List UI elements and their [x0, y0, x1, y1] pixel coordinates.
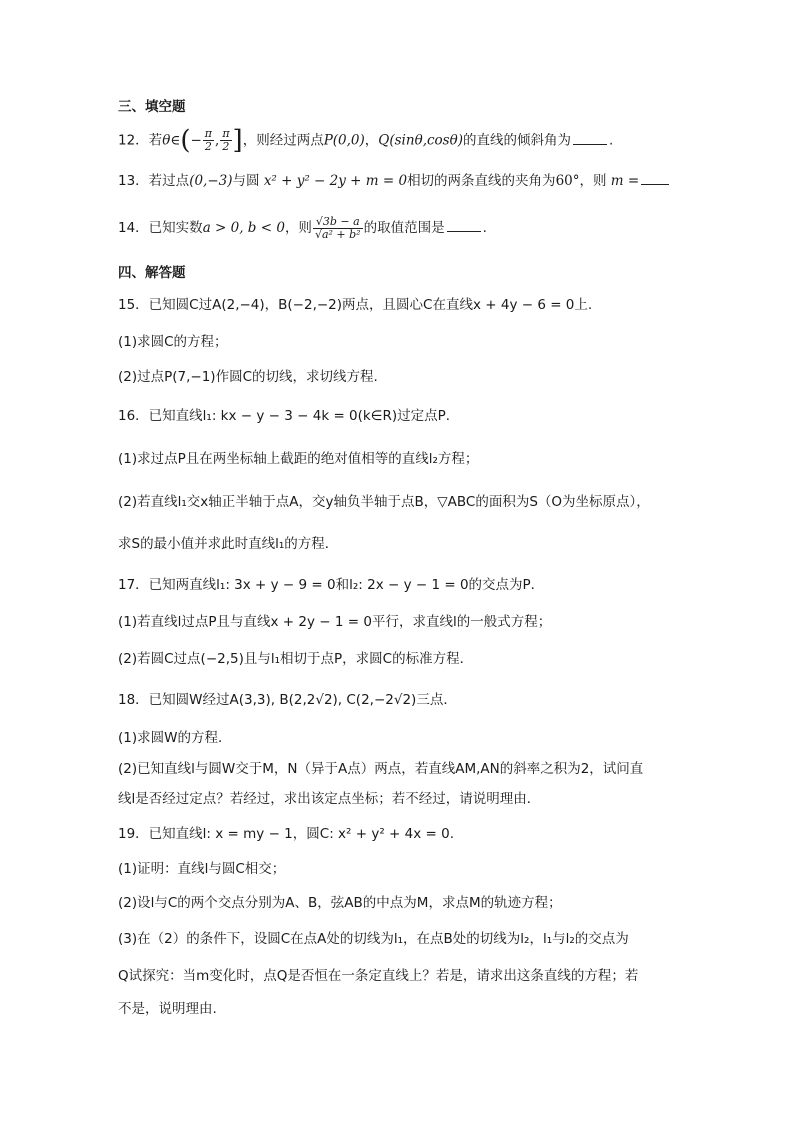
q12-interval-open: ( [180, 125, 191, 156]
q12-two-1: 2 [204, 140, 212, 153]
q12-frac-lower [203, 128, 214, 153]
q12-two-2: 2 [222, 140, 230, 153]
section-title-solutions: 四、解答题 [118, 265, 186, 281]
question-16-line-2: (1)求过点P且在两坐标轴上截距的绝对值相等的直线l₂方程； [118, 451, 479, 467]
q13-number: 13．若过点 [118, 173, 190, 189]
question-19-line-2: (1)证明：直线l与圆C相交； [118, 861, 286, 877]
question-19-line-6: 不是，说明理由. [118, 1001, 217, 1017]
question-18-line-2: (1)求圆W的方程． [118, 730, 232, 746]
question-15-line-1: 15．已知圆C过A(2,−4)，B(−2,−2)两点，且圆心C在直线x + 4y − 6 = 0上. [118, 297, 593, 313]
q12-pi-1: π [204, 127, 213, 140]
question-19-line-5: Q试探究：当m变化时，点Q是否恒在一条定直线上？若是，请求出这条直线的方程；若 [118, 968, 639, 984]
q12-point-q: Q(sinθ,cosθ) [378, 132, 464, 149]
q12-pi-2: π [222, 127, 230, 140]
q14-end: . [482, 220, 487, 236]
q14-text-1: ，则 [284, 220, 312, 236]
q13-m: m = [610, 173, 640, 189]
q14-numerator: √3b − a [313, 216, 363, 229]
q14-denominator: √a² + b² [314, 227, 361, 241]
q12-comma: , [215, 132, 220, 149]
question-19-line-1: 19．已知直线l: x = my − 1，圆C: x² + y² + 4x = 0. [118, 826, 454, 842]
q12-text-2: ， [364, 132, 379, 149]
q13-text-2: 相切的两条直线的夹角为 [407, 173, 556, 189]
question-18-line-4: 线l是否经过定点？若经过，求出该定点坐标；若不经过，请说明理由． [118, 791, 541, 807]
q13-angle: 60° [555, 173, 580, 189]
q13-answer-blank[interactable] [641, 172, 669, 185]
question-19-line-4: (3)在（2）的条件下，设圆C在点A处的切线为l₁，在点B处的切线为l₂，l₁与l₂的交点为 [118, 931, 629, 947]
q12-text-1: ，则经过两点 [242, 132, 324, 149]
question-16-line-4: 求S的最小值并求此时直线l₁的方程． [118, 536, 339, 552]
question-16-line-1: 16．已知直线l₁: kx − y − 3 − 4k = 0(k∈R)过定点P． [118, 408, 460, 424]
q12-theta-in: θ∈ [162, 132, 181, 149]
q12-point-p: P(0,0) [323, 132, 365, 149]
q14-answer-blank[interactable] [447, 219, 481, 232]
q14-text-2: 的取值范围是 [363, 220, 445, 236]
question-16-line-3: (2)若直线l₁交x轴正半轴于点A，交y轴负半轴于点B，▽ABC的面积为S（O为坐标原点）， [118, 494, 650, 510]
q12-end: . [609, 132, 614, 149]
q13-text-3: ，则 [579, 173, 607, 189]
q14-fraction [313, 216, 363, 241]
question-14 [118, 210, 754, 246]
q13-circle-eq: x² + y² − 2y + m = 0 [263, 173, 408, 189]
question-17-line-3: (2)若圆C过点(−2,5)且与l₁相切于点P，求圆C的标准方程． [118, 651, 474, 667]
question-15-line-3: (2)过点P(7,−1)作圆C的切线，求切线方程. [118, 369, 378, 385]
question-19-line-3: (2)设l与C的两个交点分别为A、B，弦AB的中点为M，求点M的轨迹方程； [118, 895, 562, 911]
question-18-line-3: (2)已知直线l与圆W交于M，N（异于A点）两点，若直线AM,AN的斜率之积为2，试问直 [118, 761, 644, 777]
question-17-line-1: 17．已知两直线l₁: 3x + y − 9 = 0和l₂: 2x − y − 1 = 0的交点为P． [118, 577, 545, 593]
q12-answer-blank[interactable] [573, 132, 607, 145]
q14-number: 14．已知实数 [118, 220, 203, 236]
question-17-line-2: (1)若直线l过点P且与直线x + 2y − 1 = 0平行，求直线l的一般式方程； [118, 614, 552, 630]
question-15-line-2: (1)求圆C的方程； [118, 334, 228, 350]
question-13 [118, 172, 754, 190]
q13-text-1: 与圆 [232, 173, 260, 189]
q13-point: (0,−3) [189, 173, 233, 189]
section-title-fill-in: 三、填空题 [118, 99, 186, 115]
q12-minus: − [190, 132, 202, 149]
question-18-line-1: 18．已知圆W经过A(3,3), B(2,2√2), C(2,−2√2)三点． [118, 692, 457, 708]
q12-text-3: 的直线的倾斜角为 [463, 132, 572, 149]
q14-condition: a > 0, b < 0 [202, 220, 285, 236]
q12-number: 12．若 [118, 132, 163, 149]
q12-interval-close: ] [232, 125, 243, 156]
question-12 [118, 125, 754, 156]
q12-frac-upper [220, 128, 231, 153]
